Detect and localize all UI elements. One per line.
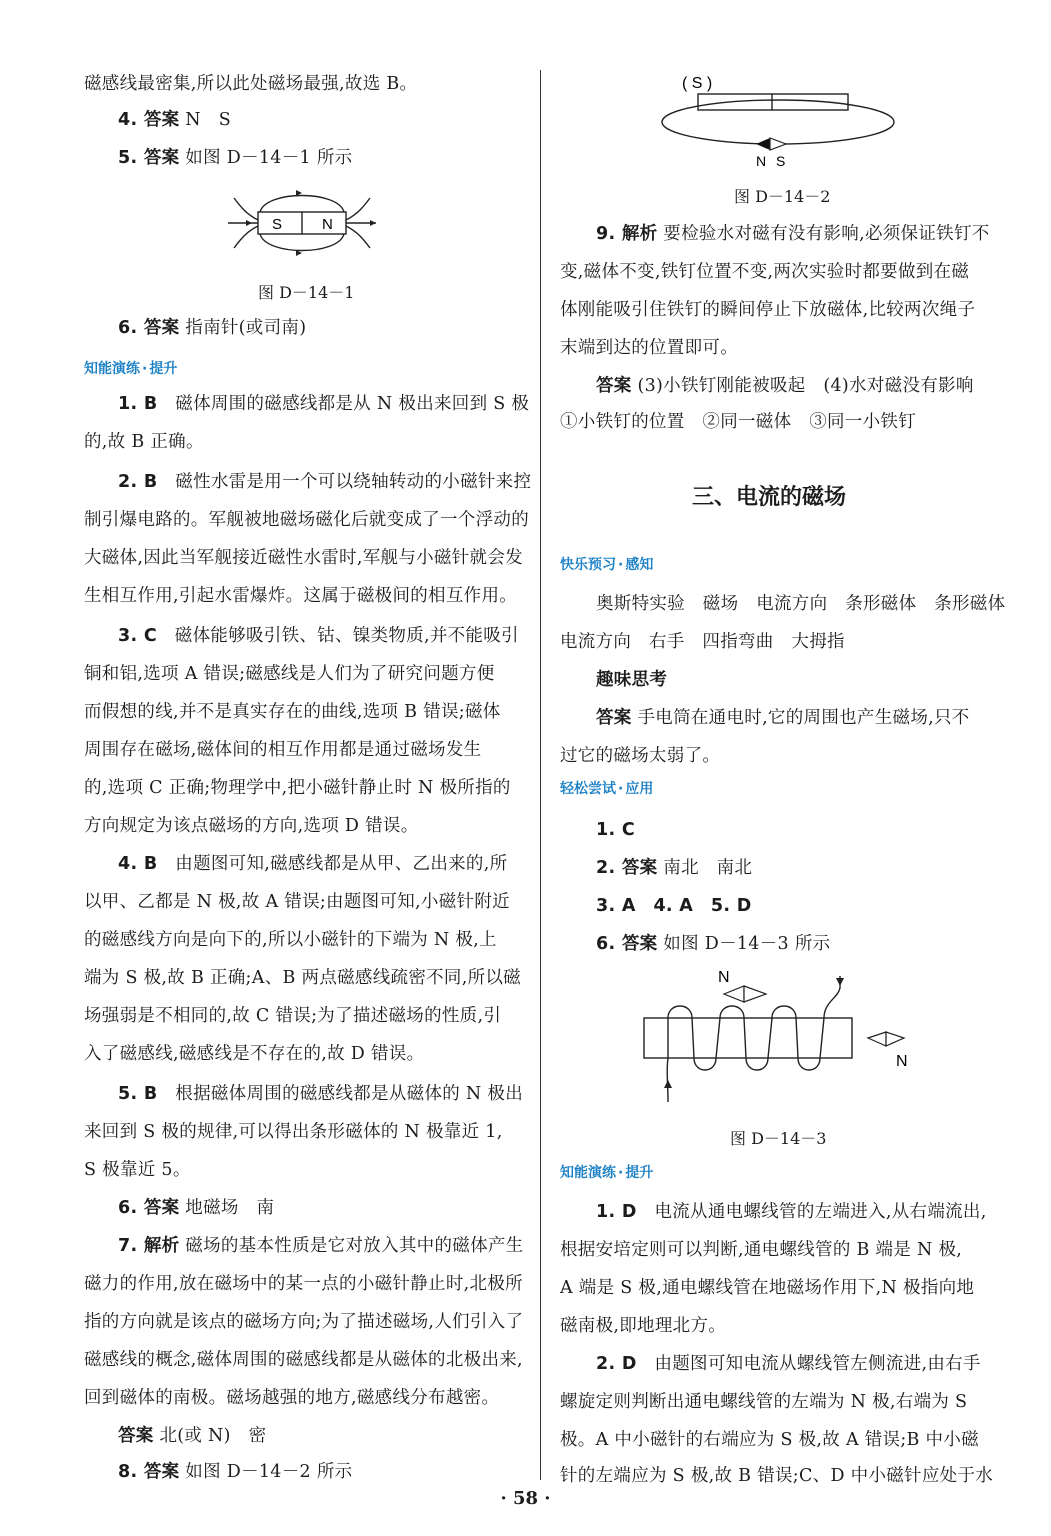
line-text: 磁体能够吸引铁、钴、镍类物质,并不能吸引: [156, 626, 519, 646]
line-text: N S: [179, 110, 231, 130]
line-text: 磁感线的概念,磁体周围的磁感线都是从磁体的北极出来,: [84, 1350, 523, 1370]
line-text: 极。A 中小磁针的右端应为 S 极,故 A 错误;B 中小磁: [560, 1430, 979, 1450]
answer-label: 6. 答案: [118, 1198, 180, 1218]
line-text: 体刚能吸引住铁钉的瞬间停止下放磁体,比较两次绳子: [560, 300, 976, 320]
line-text: 生相互作用,引起水雷爆炸。这属于磁极间的相互作用。: [84, 586, 518, 606]
line-text: 地磁场 南: [179, 1198, 275, 1218]
section-subtitle: 感知: [625, 557, 654, 573]
section-subtitle: 提升: [625, 1165, 654, 1181]
column-divider: [540, 70, 541, 1480]
answer-label: 1. D: [596, 1202, 637, 1222]
fig2-n-label: N: [756, 153, 767, 169]
left-line: [84, 890, 510, 914]
line-text: 端为 S 极,故 B 正确;A、B 两点磁感线疏密不同,所以磁: [84, 968, 521, 988]
left-line: [118, 852, 507, 876]
fig2-caption: 图 D－14－2: [734, 187, 831, 206]
section-title: 知能演练: [560, 1165, 616, 1181]
section-dot: ·: [142, 361, 148, 377]
left-line: [84, 966, 521, 990]
figure-d-14-1: [228, 184, 378, 270]
left-line: [118, 1196, 274, 1220]
left-line: [118, 146, 352, 170]
left-line: [118, 1424, 266, 1448]
left-line: [84, 508, 529, 532]
left-line: [84, 776, 511, 800]
section-dot: ·: [618, 557, 624, 573]
section-dot: ·: [618, 1165, 624, 1181]
right-line: [560, 336, 738, 360]
line-text: 场强弱是不相同的,故 C 错误;为了描述磁场的性质,引: [84, 1006, 502, 1026]
line-text: 磁体周围的磁感线都是从 N 极出来回到 S 极: [157, 394, 530, 414]
line-text: 铜和铝,选项 A 错误;磁感线是人们为了研究问题方便: [84, 664, 495, 684]
line-text: 的,故 B 正确。: [84, 432, 204, 452]
right-line: [596, 592, 1005, 616]
answer-label: 3. C: [118, 626, 157, 646]
left-line: [118, 470, 531, 494]
line-text: 的,选项 C 正确;物理学中,把小磁针静止时 N 极所指的: [84, 778, 511, 798]
line-text: (3)小铁钉刚能被吸起 (4)水对磁没有影响: [631, 376, 974, 396]
left-line: [118, 1234, 523, 1258]
line-text: 磁力的作用,放在磁场中的某一点的小磁针静止时,北极所: [84, 1274, 523, 1294]
fig3-caption: 图 D－14－3: [730, 1129, 827, 1148]
line-text: 大磁体,因此当军舰接近磁性水雷时,军舰与小磁针就会发: [84, 548, 523, 568]
answer-label: 2. 答案: [596, 858, 658, 878]
section-header-1: [84, 358, 177, 378]
line-text: 以甲、乙都是 N 极,故 A 错误;由题图可知,小磁针附近: [84, 892, 510, 912]
line-text: 北(或 N) 密: [153, 1426, 267, 1446]
line-text: 方向规定为该点磁场的方向,选项 D 错误。: [84, 816, 419, 836]
line-text: 而假想的线,并不是真实存在的曲线,选项 B 错误;磁体: [84, 702, 501, 722]
left-line: [84, 1348, 523, 1372]
fig1-n-label: N: [322, 216, 333, 233]
line-text: 回到磁体的南极。磁场越强的地方,磁感线分布越密。: [84, 1388, 500, 1408]
fig3-n-right-label: N: [896, 1053, 908, 1070]
left-line: [84, 700, 501, 724]
left-line: [84, 1310, 523, 1334]
answer-label: 2. B: [118, 472, 158, 492]
left-line: [84, 72, 417, 96]
line-text: 由题图可知,磁感线都是从甲、乙出来的,所: [157, 854, 508, 874]
line-text: 螺旋定则判断出通电螺线管的左端为 N 极,右端为 S: [560, 1392, 968, 1412]
answer-label: 7. 解析: [118, 1236, 180, 1256]
answer-label: 5. 答案: [118, 148, 180, 168]
answer-label: 8. 答案: [118, 1462, 180, 1482]
answer-label: 1. B: [118, 394, 158, 414]
section-title: 轻松尝试: [560, 781, 616, 797]
answer-label: 3. A 4. A 5. D: [596, 896, 752, 916]
right-line: [596, 668, 667, 692]
right-line: [560, 1464, 993, 1488]
figure-d-14-3: [638, 962, 928, 1110]
fig2-s-label: S: [776, 153, 786, 169]
line-text: 入了磁感线,磁感线是不存在的,故 D 错误。: [84, 1044, 425, 1064]
right-line: [596, 706, 970, 730]
left-line: [84, 1272, 523, 1296]
answer-label: 6. 答案: [118, 318, 180, 338]
section-header-2: [560, 554, 653, 574]
right-line: [596, 374, 974, 398]
line-text: 周围存在磁场,磁体间的相互作用都是通过磁场发生: [84, 740, 482, 760]
right-line: [596, 818, 635, 842]
answer-label: 答案: [596, 376, 632, 396]
line-text: 奥斯特实验 磁场 电流方向 条形磁体 条形磁体: [596, 594, 1006, 614]
left-line: [84, 814, 419, 838]
fig3-n-top-label: N: [718, 969, 730, 986]
right-line: [560, 1314, 726, 1338]
left-line: [84, 662, 495, 686]
section-title: 知能演练: [84, 361, 140, 377]
line-text: 磁南极,即地理北方。: [560, 1316, 727, 1336]
left-line: [84, 584, 517, 608]
answer-label: 答案: [118, 1426, 154, 1446]
right-line: [596, 894, 752, 918]
left-line: [84, 1386, 499, 1410]
line-text: 来回到 S 极的规律,可以得出条形磁体的 N 极靠近 1,: [84, 1122, 503, 1142]
right-line: [560, 1428, 979, 1452]
chapter-heading: 三、电流的磁场: [692, 485, 847, 510]
left-line: [84, 1042, 424, 1066]
right-line: [596, 932, 830, 956]
left-line: [118, 316, 306, 340]
line-text: 指的方向就是该点的磁场方向;为了描述磁场,人们引入了: [84, 1312, 524, 1332]
section-subtitle: 提升: [149, 361, 178, 377]
right-line: [596, 856, 752, 880]
left-line: [84, 1120, 503, 1144]
line-text: 根据磁体周围的磁感线都是从磁体的 N 极出: [157, 1084, 524, 1104]
section-dot: ·: [618, 781, 624, 797]
line-text: 指南针(或司南): [179, 318, 307, 338]
left-line: [84, 546, 523, 570]
answer-label: 4. 答案: [118, 110, 180, 130]
left-line: [84, 430, 204, 454]
line-text: 变,磁体不变,铁钉位置不变,两次实验时都要做到在磁: [560, 262, 970, 282]
section-header-3: [560, 778, 653, 798]
line-text: 针的左端应为 S 极,故 B 错误;C、D 中小磁针应处于水: [560, 1466, 994, 1486]
answer-label: 6. 答案: [596, 934, 658, 954]
line-text: A 端是 S 极,通电螺线管在地磁场作用下,N 极指向地: [560, 1278, 975, 1298]
line-text: 制引爆电路的。军舰被地磁场磁化后就变成了一个浮动的: [84, 510, 529, 530]
right-line: [560, 298, 975, 322]
left-line: [118, 1082, 523, 1106]
left-line: [118, 392, 529, 416]
section-subtitle: 应用: [625, 781, 654, 797]
answer-label: 5. B: [118, 1084, 158, 1104]
left-line: [84, 738, 481, 762]
left-line: [84, 928, 497, 952]
left-line: [84, 1004, 501, 1028]
line-text: 如图 D－14－3 所示: [657, 934, 831, 954]
line-text: 电流从通电螺线管的左端进入,从右端流出,: [636, 1202, 987, 1222]
right-line: [596, 222, 990, 246]
line-text: 磁性水雷是用一个可以绕轴转动的小磁针来控: [157, 472, 532, 492]
line-text: ①小铁钉的位置 ②同一磁体 ③同一小铁钉: [560, 412, 916, 432]
line-text: 如图 D－14－2 所示: [179, 1462, 353, 1482]
line-text: S 极靠近 5。: [84, 1160, 191, 1180]
line-text: 电流方向 右手 四指弯曲 大拇指: [560, 632, 845, 652]
answer-label: 4. B: [118, 854, 158, 874]
right-line: [560, 410, 916, 434]
answer-label: 9. 解析: [596, 224, 658, 244]
section-title: 快乐预习: [560, 557, 616, 573]
right-line: [560, 260, 969, 284]
left-line: [84, 1158, 191, 1182]
left-line: [118, 1460, 352, 1484]
left-line: [118, 108, 231, 132]
line-text: 手电筒在通电时,它的周围也产生磁场,只不: [631, 708, 970, 728]
right-line: [560, 1390, 967, 1414]
line-text: 要检验水对磁有没有影响,必须保证铁钉不: [657, 224, 990, 244]
line-text: 磁感线最密集,所以此处磁场最强,故选 B。: [84, 74, 418, 94]
line-text: 的磁感线方向是向下的,所以小磁针的下端为 N 极,上: [84, 930, 497, 950]
figure-d-14-2: [660, 66, 898, 170]
line-text: 如图 D－14－1 所示: [179, 148, 353, 168]
line-text: 根据安培定则可以判断,通电螺线管的 B 端是 N 极,: [560, 1240, 963, 1260]
fig2-s-paren-label: ( S ): [682, 75, 713, 92]
line-text: 末端到达的位置即可。: [560, 338, 738, 358]
page-number: · 58 ·: [500, 1488, 551, 1509]
right-line: [560, 744, 720, 768]
line-text: 磁场的基本性质是它对放入其中的磁体产生: [179, 1236, 524, 1256]
right-line: [560, 630, 845, 654]
answer-label: 2. D: [596, 1354, 637, 1374]
answer-label: 答案: [596, 708, 632, 728]
line-text: 由题图可知电流从螺线管左侧流进,由右手: [636, 1354, 981, 1374]
answer-label: 趣味思考: [596, 670, 668, 690]
section-header-4: [560, 1162, 653, 1182]
right-line: [560, 1276, 974, 1300]
right-line: [560, 1238, 962, 1262]
fig1-caption: 图 D－14－1: [258, 283, 355, 302]
right-line: [596, 1200, 987, 1224]
fig1-s-label: S: [272, 216, 283, 233]
right-line: [596, 1352, 981, 1376]
answer-label: 1. C: [596, 820, 635, 840]
line-text: 南北 南北: [657, 858, 753, 878]
left-line: [118, 624, 519, 648]
line-text: 过它的磁场太弱了。: [560, 746, 721, 766]
